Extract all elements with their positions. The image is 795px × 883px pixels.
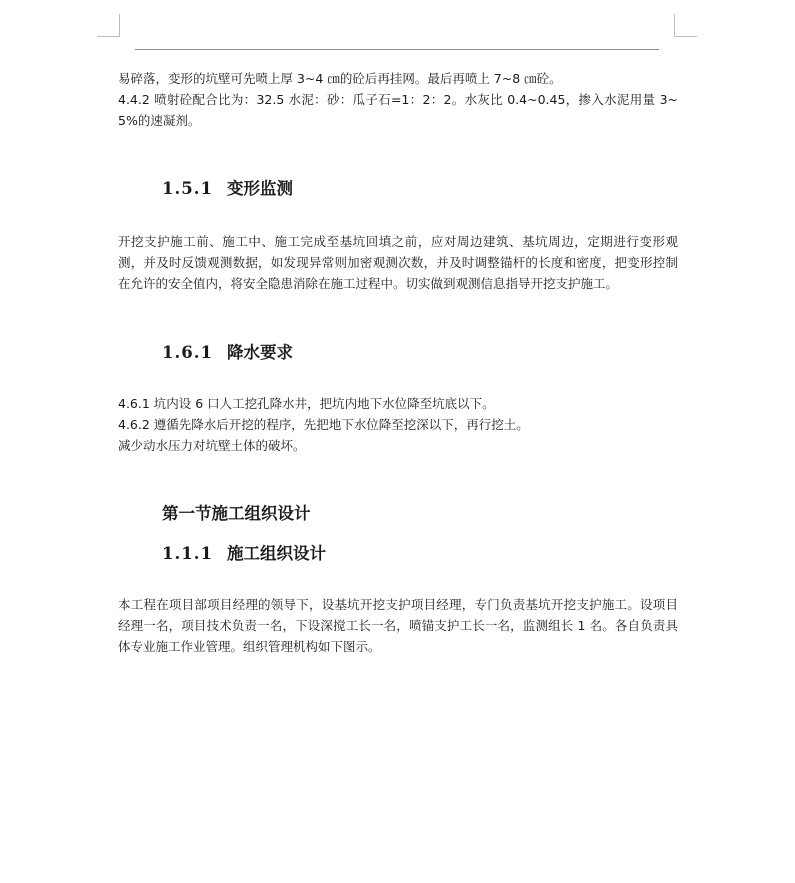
body-paragraph: 开挖支护施工前、施工中、施工完成至基坑回填之前，应对周边建筑、基坑周边，定期进行变形观测，并及时反馈观测数据，如发现异常则加密观测次数，并及时调整锚杆的长度和密度，把变形控制在允许的安全值内，将安全隐患消除在施工过程中。切实做到观测信息指导开挖支护施工。 — [118, 234, 678, 291]
body-line: 4.6.2 遵循先降水后开挖的程序，先把地下水位降至挖深以下，再行挖土。 — [118, 417, 529, 432]
body-line: 减少动水压力对坑壁土体的破坏。 — [118, 438, 306, 453]
section-number: 1.6.1 — [162, 343, 213, 362]
header-rule — [135, 49, 659, 50]
section-title: 施工组织设计 — [226, 544, 326, 563]
body-paragraph: 4.4.2 喷射砼配合比为：32.5 水泥：砂：瓜子石=1：2：2。水灰比 0.4~0.45，掺入水泥用量 3~5%的速凝剂。 — [118, 92, 678, 128]
chapter-heading: 第一节施工组织设计 — [162, 504, 311, 523]
section-title: 降水要求 — [226, 343, 293, 362]
section-heading-1-6-1 — [118, 341, 678, 365]
margin-corner-mark-right — [674, 14, 697, 37]
section-title: 变形监测 — [226, 179, 293, 198]
body-line: 4.6.1 坑内设 6 口人工挖孔降水井，把坑内地下水位降至坑底以下。 — [118, 396, 495, 411]
section-number: 1.1.1 — [162, 544, 213, 563]
body-paragraph: 本工程在项目部项目经理的领导下，设基坑开挖支护项目经理，专门负责基坑开挖支护施工。设项目经理一名，项目技术负责一名，下设深搅工长一名，喷锚支护工长一名，监测组长 1 名。各自负责具体专业施工作业管理。组织管理机构如下图示。 — [118, 597, 678, 654]
document-content — [118, 68, 678, 657]
section-number: 1.5.1 — [162, 179, 213, 198]
margin-corner-mark-left — [97, 14, 120, 37]
section-heading-1-5-1 — [118, 177, 678, 201]
section-heading-1-1-1 — [118, 542, 678, 566]
body-line: 易碎落，变形的坑壁可先喷上厚 3~4 ㎝的砼后再挂网。最后再喷上 7~8 ㎝砼。 — [118, 71, 562, 86]
